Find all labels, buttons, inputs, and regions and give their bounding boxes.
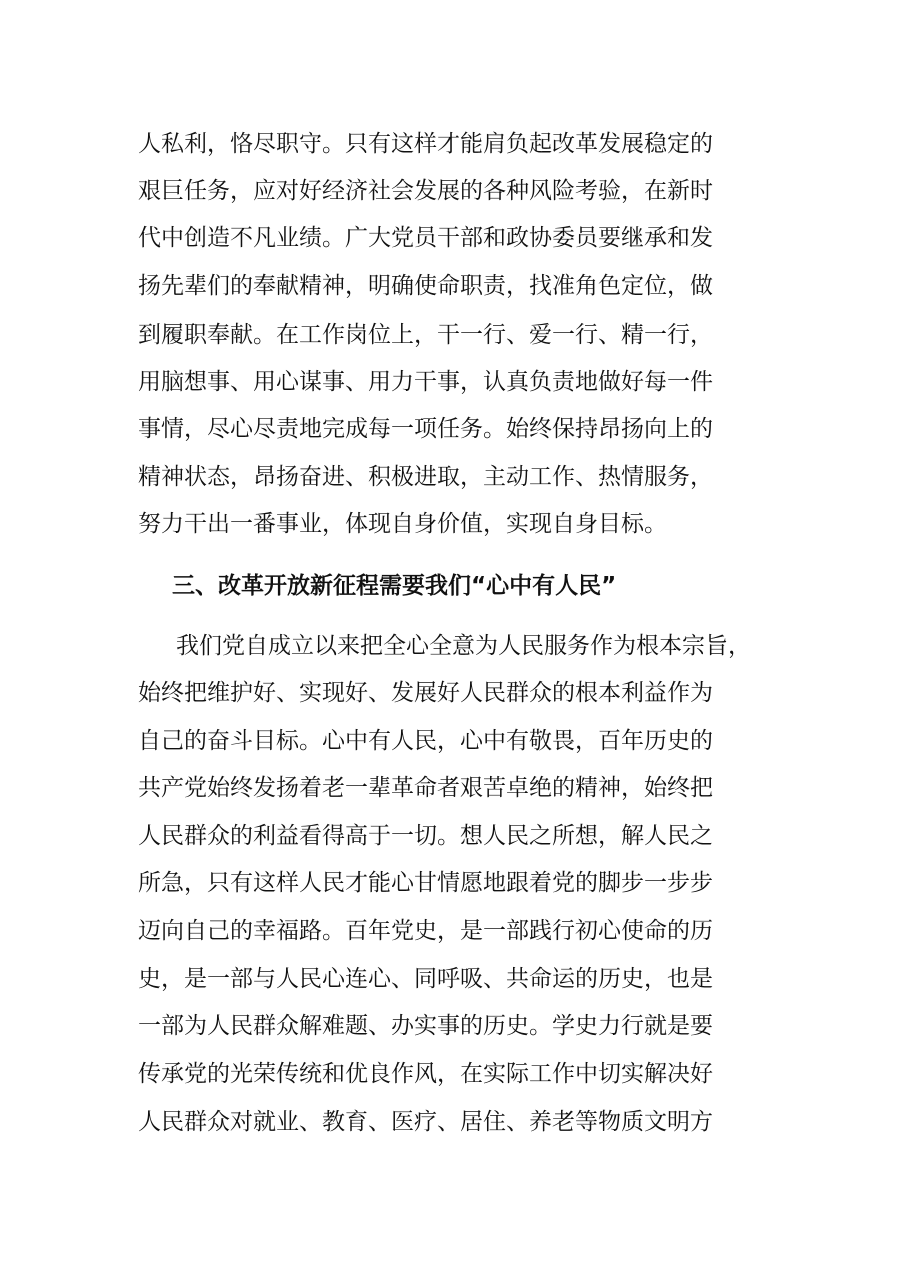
paragraph1-line-8: 精神状态，昂扬奋进、积极进取，主动工作、热情服务， xyxy=(138,464,713,490)
paragraph2-line-7: 迈向自己的幸福路。百年党史，是一部践行初心使命的历 xyxy=(138,918,713,944)
paragraph1-line-2: 艰巨任务，应对好经济社会发展的各种风险考验，在新时 xyxy=(138,178,713,204)
paragraph1-line-3: 代中创造不凡业绩。广大党员干部和政协委员要继承和发 xyxy=(138,225,713,251)
paragraph1-line-9: 努力干出一番事业，体现自身价值，实现自身目标。 xyxy=(138,511,667,537)
paragraph2-line-5: 人民群众的利益看得高于一切。想人民之所想，解人民之 xyxy=(138,823,713,849)
paragraph2-line-8: 史，是一部与人民心连心、同呼吸、共命运的历史，也是 xyxy=(138,966,713,992)
section-heading-3: 三、改革开放新征程需要我们“心中有人民” xyxy=(172,573,617,599)
paragraph1-line-4: 扬先辈们的奉献精神，明确使命职责，找准角色定位，做 xyxy=(138,273,713,299)
paragraph2-line-3: 自己的奋斗目标。心中有人民，心中有敬畏，百年历史的 xyxy=(138,728,713,754)
paragraph2-line-9: 一部为人民群众解难题、办实事的历史。学史力行就是要 xyxy=(138,1013,713,1039)
paragraph2-line-1: 我们党自成立以来把全心全意为人民服务作为根本宗旨， xyxy=(176,633,751,659)
paragraph2-line-11: 人民群众对就业、教育、医疗、居住、养老等物质文明方 xyxy=(138,1109,713,1135)
paragraph1-line-7: 事情，尽心尽责地完成每一项任务。始终保持昂扬向上的 xyxy=(138,416,713,442)
paragraph2-line-2: 始终把维护好、实现好、发展好人民群众的根本利益作为 xyxy=(138,680,713,706)
paragraph2-line-10: 传承党的光荣传统和优良作风，在实际工作中切实解决好 xyxy=(138,1061,713,1087)
paragraph1-line-6: 用脑想事、用心谋事、用力干事，认真负责地做好每一件 xyxy=(138,369,713,395)
paragraph1-line-5: 到履职奉献。在工作岗位上，干一行、爱一行、精一行， xyxy=(138,322,713,348)
paragraph1-line-1: 人私利，恪尽职守。只有这样才能肩负起改革发展稳定的 xyxy=(138,131,713,157)
paragraph2-line-4: 共产党始终发扬着老一辈革命者艰苦卓绝的精神，始终把 xyxy=(138,775,713,801)
paragraph2-line-6: 所急，只有这样人民才能心甘情愿地跟着党的脚步一步步 xyxy=(138,870,713,896)
